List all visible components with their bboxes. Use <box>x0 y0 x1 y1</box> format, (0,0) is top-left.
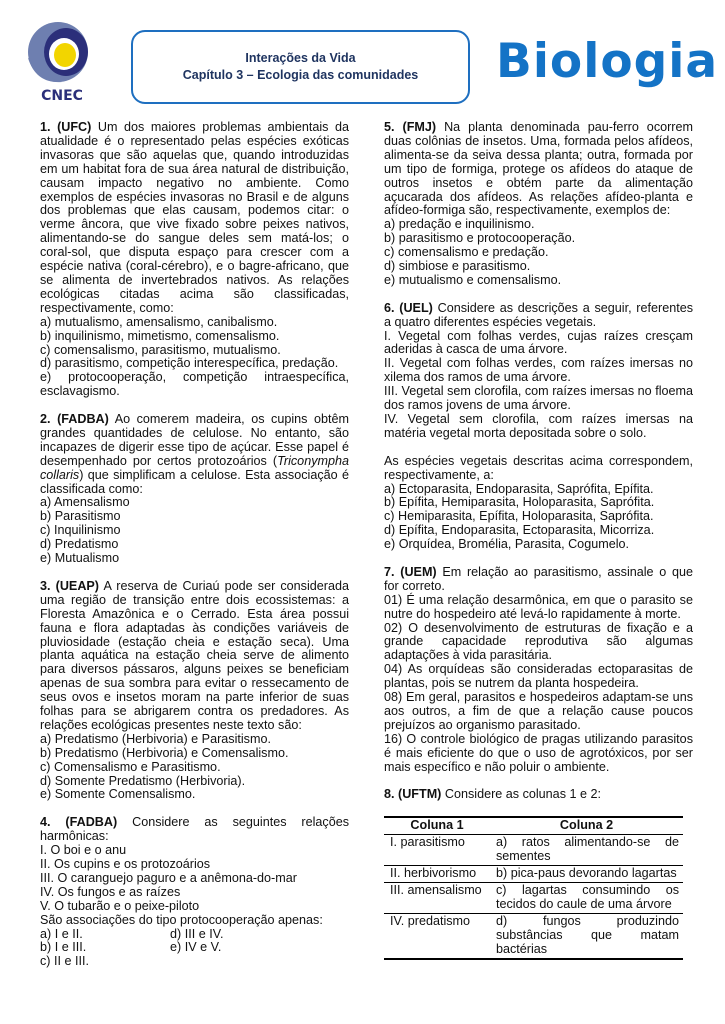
question-number: 5. <box>384 120 395 134</box>
question-text: Na planta denominada pau-ferro ocorrem duas colônias de insetos. Uma, formada pelos afídeos, alimenta-se da seiva dessa planta; outra, formada por um tipo de formiga, protege os afídeos do ataque de outros insetos e obtém parte da alimentação açucarada dos afídeos. As relações afídeo-planta e afídeo-formiga são, respectivamente, exemplos de: <box>384 120 693 218</box>
item: III. O caranguejo paguro e a anêmona-do-mar <box>40 870 297 885</box>
option: b) parasitismo e protocooperação. <box>384 231 576 246</box>
species-name: Triconympha collaris <box>40 453 349 482</box>
question-number: 3. <box>40 578 51 593</box>
option: e) IV e V. <box>170 940 222 955</box>
option: a) Ectoparasita, Endoparasita, Saprófita, Epífita. <box>384 481 654 496</box>
table-row <box>384 835 683 866</box>
question-prompt: As espécies vegetais descritas acima correspondem, respectivamente, a: <box>384 453 693 482</box>
question-8 <box>384 788 693 959</box>
option: c) comensalismo e predação. <box>384 245 549 260</box>
option: e) protocooperação, competição intraespecífica, esclavagismo. <box>40 370 349 399</box>
option: a) predação e inquilinismo. <box>384 217 535 232</box>
option: a) mutualismo, amensalismo, canibalismo. <box>40 314 278 329</box>
question-4 <box>40 816 349 969</box>
option: c) Inquilinismo <box>40 523 121 538</box>
option: c) Hemiparasita, Epífita, Holoparasita, Saprófita. <box>384 509 654 524</box>
chapter-title-box <box>131 30 470 104</box>
question-number: 4. <box>40 815 51 830</box>
table-row <box>384 882 683 913</box>
item: II. Vegetal com folhas verdes, com raízes imersas no xilema dos ramos de uma árvore. <box>384 356 693 385</box>
question-number: 7. <box>384 564 395 579</box>
table-cell: b) pica-paus devorando lagartas <box>490 866 683 883</box>
table-cell: c) lagartas consumindo os tecidos do caule de uma árvore <box>490 882 683 913</box>
table-header-row <box>384 817 683 834</box>
table-cell: I. parasitismo <box>384 835 490 866</box>
option: c) comensalismo, parasitismo, mutualismo. <box>40 342 281 357</box>
question-1 <box>40 121 349 399</box>
table-cell: III. amensalismo <box>384 882 490 913</box>
item: III. Vegetal sem clorofila, com raízes imersas no floema dos ramos jovens de uma árvore. <box>384 384 693 413</box>
item: IV. Vegetal sem clorofila, com raízes imersas na matéria vegetal morta depositada sobre o solo. <box>384 412 693 440</box>
option: a) Amensalismo <box>40 495 130 510</box>
option: b) Predatismo (Herbivoria) e Comensalismo. <box>40 745 289 760</box>
subject-title: Biologia <box>496 34 719 89</box>
question-text-cont: ) que simplificam a celulose. Esta associação é classificada como: <box>40 467 349 496</box>
table-cell: d) fungos produzindo substâncias que matam bactérias <box>490 913 683 958</box>
option: b) Parasitismo <box>40 509 121 524</box>
option: b) Epífita, Hemiparasita, Holoparasita, Saprófita. <box>384 495 655 510</box>
question-source: (UFC) <box>57 120 92 134</box>
left-column <box>40 121 349 983</box>
option: a) I e II. <box>40 926 83 941</box>
question-source: (UEAP) <box>55 578 100 593</box>
option: 08) Em geral, parasitos e hospedeiros adaptam-se uns aos outros, a fim de que a relação cause poucos prejuízos ao organismo parasitado. <box>384 690 693 732</box>
option: d) simbiose e parasitismo. <box>384 259 531 274</box>
question-7 <box>384 566 693 775</box>
cnec-logo <box>22 22 102 104</box>
option: 04) As orquídeas são consideradas ectoparasitas de plantas, pois se nutrem da planta hospedeira. <box>384 662 693 691</box>
question-6 <box>384 302 693 552</box>
question-text: A reserva de Curiaú pode ser considerada uma região de transição entre dois ecossistemas: a Floresta Amazônica e o Cerrado. Esta área possui fauna e flora adaptadas às condições variáveis de pluviosidade (estação cheia e estação seca). Uma planta aquática na estação cheia serve de alimento para diversos pássaros, alguns peixes se beneficiam apenas de sua sombra para evitar o ressecamento de seus ovos e insetos moram na parte inferior de suas folhas para se abrigarem contra os predadores. As relações ecológicas presentes neste texto são: <box>40 578 349 732</box>
item: I. Vegetal com folhas verdes, cujas raízes cresçam aderidas à casca de uma árvore. <box>384 328 693 357</box>
option: 01) É uma relação desarmônica, em que o parasito se nutre do hospedeiro até levá-lo rapidamente à morte. <box>384 592 693 621</box>
question-text: Considere as seguintes relações harmônicas: <box>40 815 350 844</box>
option: d) Epífita, Endoparasita, Ectoparasita, Micorriza. <box>384 523 655 538</box>
option: c) II e III. <box>40 954 89 969</box>
columns-table <box>384 816 683 959</box>
table-row <box>384 866 683 883</box>
question-source: (UFTM) <box>398 787 442 802</box>
question-source: (FMJ) <box>402 120 437 134</box>
option: 02) O desenvolvimento de estruturas de fixação e a grande capacidade reprodutiva são algumas adaptações à vida parasitária. <box>384 620 693 663</box>
chapter-title: Capítulo 3 – Ecologia das comunidades <box>182 68 419 82</box>
option: d) III e IV. <box>170 926 224 941</box>
option: e) Somente Comensalismo. <box>40 787 196 802</box>
table-cell: a) ratos alimentando-se de sementes <box>490 835 683 866</box>
option: c) Comensalismo e Parasitismo. <box>40 759 221 774</box>
logo-text: CNEC <box>41 88 83 104</box>
question-text: Considere as colunas 1 e 2: <box>444 787 601 802</box>
question-text: Ao comerem madeira, os cupins obtêm grandes quantidades de celulose. No entanto, são incapazes de digerir esse tipo de açúcar. Esse papel é desempenhado por certos protozoários ( <box>40 412 349 468</box>
question-number: 1. <box>40 120 51 134</box>
item: I. O boi e o anu <box>40 843 127 858</box>
options-grid <box>40 928 349 970</box>
question-source: (FADBA) <box>65 815 118 830</box>
table-cell: II. herbivorismo <box>384 866 490 883</box>
option: d) parasitismo, competição interespecífica, predação. <box>40 356 339 371</box>
question-number: 8. <box>384 787 395 802</box>
right-column <box>384 121 693 973</box>
question-number: 2. <box>40 412 51 427</box>
item: V. O tubarão e o peixe-piloto <box>40 898 200 913</box>
table-row <box>384 913 683 958</box>
item: IV. Os fungos e as raízes <box>40 884 181 899</box>
question-5 <box>384 121 693 288</box>
option: d) Somente Predatismo (Herbivoria). <box>40 773 246 788</box>
column-header: Coluna 1 <box>384 817 490 834</box>
option: e) Orquídea, Bromélia, Parasita, Cogumelo. <box>384 537 629 552</box>
question-text: Um dos maiores problemas ambientais da atualidade é o representado pelas espécies exóticas invasoras que são aquelas que, quando introduzidas em um habitat fora de sua área natural de distribuição, causam impacto negativo no ambiente. Como exemplos de espécies invasoras no Brasil e de alguns dos problemas que elas causam, podemos citar: o verme âncora, que vive fixado sobre peixes nativos, alimentando-se do sangue deles sem matá-los; o coral-sol, que disputa espaço para crescer com a espécie nativa (coral-cérebro), e o bagre-africano, que se alimenta de invertebrados nativos. As relações ecológicas citadas acima são classificadas, respectivamente, como: <box>40 120 350 315</box>
column-header: Coluna 2 <box>490 817 683 834</box>
option: e) mutualismo e comensalismo. <box>384 272 562 287</box>
option: e) Mutualismo <box>40 551 120 566</box>
option: b) inquilinismo, mimetismo, comensalismo. <box>40 328 280 343</box>
question-text: Considere as descrições a seguir, referentes a quatro diferentes espécies vegetais. <box>384 300 694 329</box>
question-source: (FADBA) <box>57 412 109 427</box>
question-source: (UEL) <box>399 300 433 315</box>
question-prompt: São associações do tipo protocooperação apenas: <box>40 912 323 927</box>
item: II. Os cupins e os protozoários <box>40 856 211 871</box>
question-number: 6. <box>384 300 395 315</box>
option: a) Predatismo (Herbivoria) e Parasitismo. <box>40 731 271 746</box>
question-text: Em relação ao parasitismo, assinale o que for correto. <box>384 564 694 593</box>
option: b) I e III. <box>40 940 87 955</box>
question-source: (UEM) <box>400 564 437 579</box>
table-cell: IV. predatismo <box>384 913 490 958</box>
question-2 <box>40 413 349 566</box>
option: d) Predatismo <box>40 537 119 552</box>
question-3 <box>40 580 349 803</box>
unit-title: Interações da Vida <box>245 51 356 65</box>
option: 16) O controle biológico de pragas utilizando parasitos é mais eficiente do que o uso de agrotóxicos, por ser mais específico e não poluir o ambiente. <box>384 731 693 774</box>
